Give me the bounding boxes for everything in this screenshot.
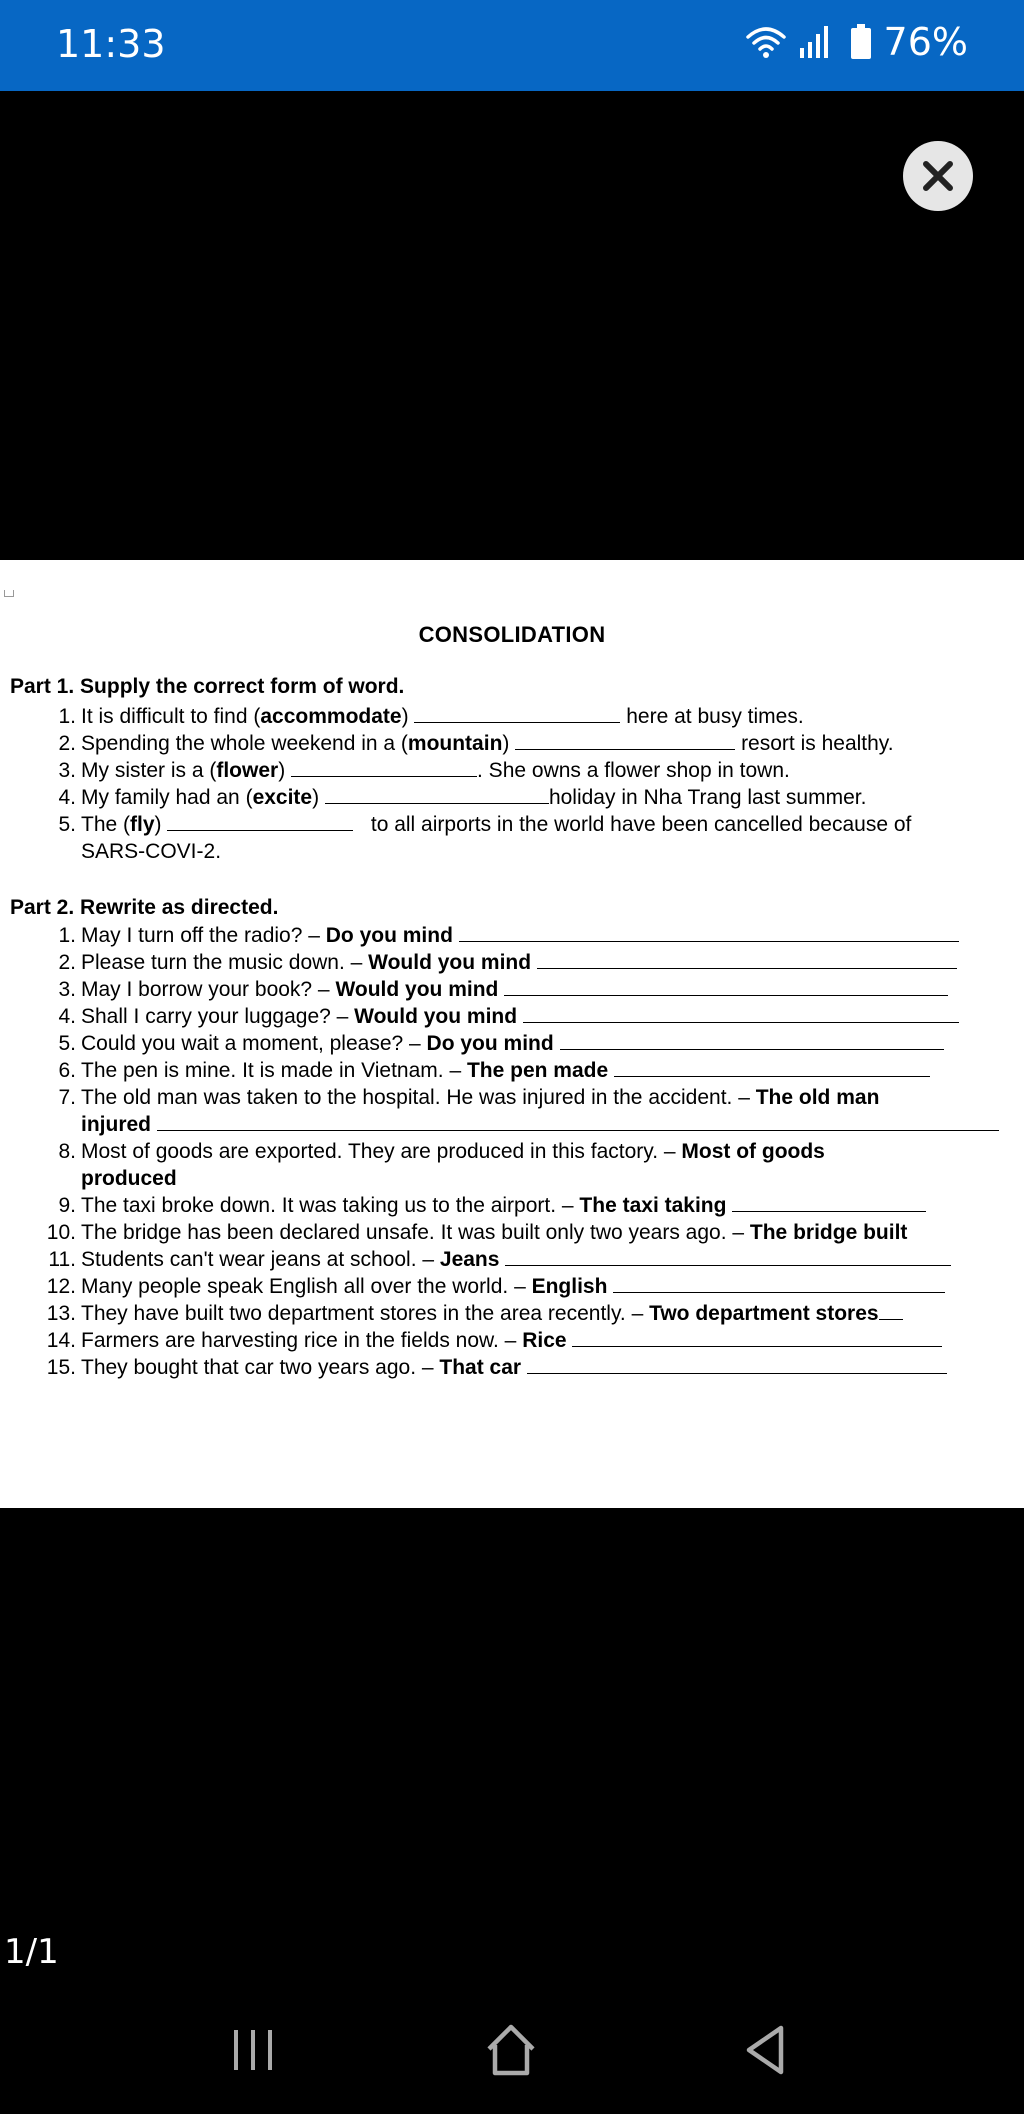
navigation-bar: [0, 2000, 1024, 2114]
status-icons: [746, 20, 968, 64]
part2-item-continuation: injured: [81, 1111, 999, 1138]
battery-icon: [850, 24, 872, 60]
close-button[interactable]: [903, 141, 973, 211]
home-button[interactable]: [476, 2020, 546, 2080]
recent-apps-button[interactable]: [218, 2020, 288, 2080]
part2-heading: Part 2. Rewrite as directed.: [10, 896, 279, 919]
wifi-icon: [746, 25, 786, 59]
back-icon: [743, 2024, 787, 2076]
document-title: CONSOLIDATION: [418, 622, 606, 647]
page-indicator: 1/1: [4, 1932, 59, 1972]
status-time: 11:33: [56, 22, 166, 66]
corner-mark: [4, 590, 14, 597]
home-icon: [483, 2023, 539, 2077]
battery-percent: 76%: [883, 20, 968, 64]
signal-icon: [798, 24, 838, 60]
close-icon: [921, 159, 955, 193]
part1-heading: Part 1. Supply the correct form of word.: [10, 675, 405, 698]
document-page[interactable]: CONSOLIDATION Part 1. Supply the correct form of word. 1. It is difficult to find (accommodate) here at busy times. 2. Spending the whole weekend in a (mountain) resort is healthy. 3. My sister is a (flower) . She owns a flower shop in town. 4. My family had an (excite) holiday in Nha Trang last summer. 5. The (fly) to all airports in the world have been cancelled because of SARS-COVI-2. Part 2. Rewrite as directed. 1. May I turn off the radio? – Do you mind 2. Please turn the music down. – Would you mind 3. May I borrow your book? – Would you mind 4. Shall I carry your luggage? – Would you mind 5. Could you wait a moment, please? – Do you mind 6. The pen is mine. It is made in Vietnam. – The pen made 7. The old man was taken to the hospital. He was injured in the accident. – The old man injured 8. Most of goods are exported. They are produced in this factory. – Most of goods produced 9. The taxi broke down. It was taking us to the airport. – The taxi taking 10. The bridge has been declared unsafe. It was built only two years ago. – The bridge built 11. Students can't wear jeans at school. – Jeans 12. Many people speak English all over the world. – English 13. They have built two department stores in the area recently. – Two department stores 14. Farmers are harvesting rice in the fields now. – Rice 15. They bought that car two years ago. – That car: [0, 560, 1024, 1508]
recent-apps-icon: [228, 2026, 278, 2074]
part2-item-continuation: produced: [81, 1167, 177, 1190]
status-bar: [0, 0, 1024, 91]
part1-item-continuation: SARS-COVI-2.: [81, 840, 222, 863]
back-button[interactable]: [730, 2020, 800, 2080]
